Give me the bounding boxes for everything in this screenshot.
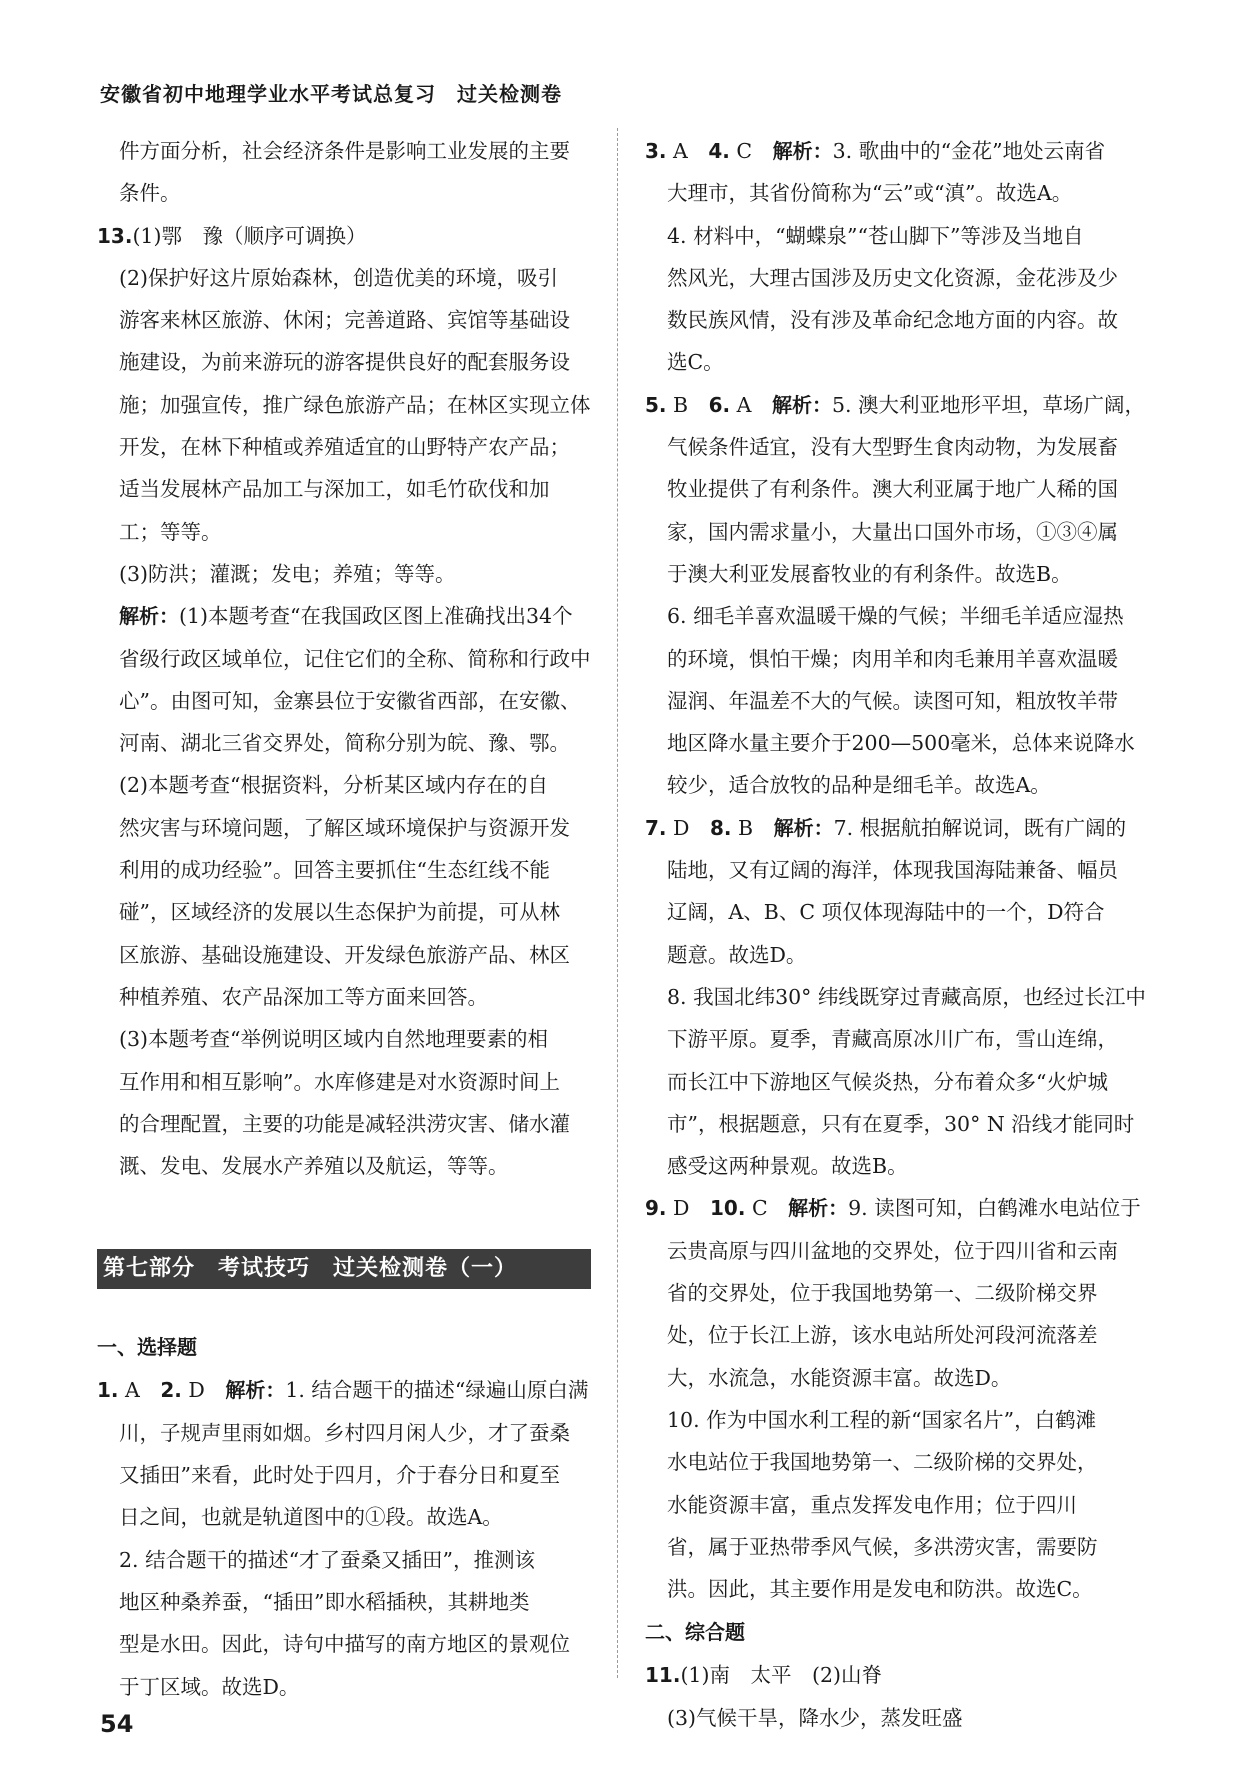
answer-value: D — [673, 815, 690, 840]
text-line: 溉、发电、发展水产养殖以及航运，等等。 — [119, 1154, 509, 1179]
text-line: 河南、湖北三省交界处，简称分别为皖、豫、鄂。 — [119, 731, 570, 756]
text-line: 水电站位于我国地势第一、二级阶梯的交界处， — [667, 1450, 1098, 1475]
answer-13 — [97, 215, 594, 257]
text-line: 气候条件适宜，没有大型野生食肉动物，为发展畜 — [667, 435, 1118, 460]
text-line: 又插田”来看，此时处于四月，介于春分日和夏至 — [119, 1463, 560, 1488]
text-line: (1)本题考查“在我国政区图上准确找出34个 — [179, 604, 573, 629]
text-line: 湿润、年温差不大的气候。读图可知，粗放牧羊带 — [667, 688, 1118, 713]
text-line: (1)南 太平 (2)山脊 — [680, 1663, 883, 1688]
text-line: (2)本题考查“根据资料，分析某区域内存在的自 — [119, 773, 549, 798]
analysis-label: 解析： — [771, 392, 832, 417]
question-number: 6. — [708, 392, 731, 417]
text-line: 互作用和相互影响”。水库修建是对水资源时间上 — [119, 1069, 560, 1094]
analysis-label: 解析： — [788, 1196, 849, 1221]
text-line: 于丁区域。故选D。 — [119, 1674, 300, 1699]
text-line: 适当发展林产品加工与深加工，如毛竹砍伐和加 — [119, 477, 550, 502]
text-line: 然灾害与环境问题，了解区域环境保护与资源开发 — [119, 815, 570, 840]
question-number: 4. — [708, 139, 730, 163]
text-line: 件方面分析，社会经济条件是影响工业发展的主要 — [119, 139, 570, 163]
text-line: 7. 根据航拍解说词，既有广阔的 — [833, 815, 1127, 840]
page-number: 54 — [100, 1710, 134, 1738]
text-line: 开发，在林下种植或养殖适宜的山野特产农产品； — [119, 435, 570, 460]
text-line: 游客来林区旅游、休闲；完善道路、宾馆等基础设 — [119, 308, 570, 333]
text-line: 数民族风情，没有涉及革命纪念地方面的内容。故 — [667, 308, 1118, 333]
text-line: (3)本题考查“举例说明区域内自然地理要素的相 — [119, 1027, 549, 1052]
answer-3-4 — [645, 130, 1150, 172]
text-line: 水能资源丰富，重点发挥发电作用；位于四川 — [667, 1492, 1077, 1517]
text-line: 选C。 — [667, 350, 724, 375]
text-line: 6. 细毛羊喜欢温暖干燥的气候；半细毛羊适应湿热 — [667, 604, 1124, 629]
text-line: 施建设，为前来游玩的游客提供良好的配套服务设 — [119, 350, 570, 375]
answer-9-10 — [645, 1187, 1150, 1229]
text-line: 10. 作为中国水利工程的新“国家名片”，白鹤滩 — [667, 1407, 1097, 1432]
text-line: (2)保护好这片原始森林，创造优美的环境，吸引 — [119, 265, 559, 290]
analysis-label: 解析： — [225, 1378, 286, 1403]
text-line: 而长江中下游地区气候炎热，分布着众多“火炉城 — [667, 1069, 1108, 1094]
text-line: 区旅游、基础设施建设、开发绿色旅游产品、林区 — [119, 942, 570, 967]
text-line: (3)气候干旱，降水少，蒸发旺盛 — [667, 1705, 963, 1730]
answer-7-8 — [645, 807, 1150, 849]
text-line: 的环境，惧怕干燥；肉用羊和肉毛兼用羊喜欢温暖 — [667, 646, 1118, 671]
question-number: 3. — [645, 139, 667, 163]
analysis-label: 解析： — [773, 815, 834, 840]
answer-value: D — [673, 1196, 690, 1221]
text-line: 大，水流急，水能资源丰富。故选D。 — [667, 1365, 1012, 1390]
text-line: 云贵高原与四川盆地的交界处，位于四川省和云南 — [667, 1238, 1118, 1263]
answer-value: C — [751, 1196, 768, 1221]
text-line: 洪。因此，其主要作用是发电和防洪。故选C。 — [667, 1577, 1093, 1602]
text-line: 省，属于亚热带季风气候，多洪涝灾害，需要防 — [667, 1534, 1098, 1559]
answer-value: A — [736, 392, 752, 417]
right-column — [645, 130, 1150, 1739]
text-line: 市”，根据题意，只有在夏季，30° N 沿线才能同时 — [667, 1111, 1135, 1136]
text-line: 利用的成功经验”。回答主要抓住“生态红线不能 — [119, 858, 550, 883]
analysis-label: 解析： — [772, 139, 833, 163]
text-line: 感受这两种景观。故选B。 — [667, 1154, 908, 1179]
text-line: 大理市，其省份简称为“云”或“滇”。故选A。 — [667, 181, 1073, 206]
subsection-heading: 一、选择题 — [97, 1335, 197, 1360]
text-line: 辽阔，A、B、C 项仅体现海陆中的一个，D符合 — [667, 900, 1105, 925]
text-line: 陆地，又有辽阔的海洋，体现我国海陆兼备、幅员 — [667, 858, 1118, 883]
answer-value: B — [738, 815, 754, 840]
text-line: 3. 歌曲中的“金花”地处云南省 — [832, 139, 1106, 163]
text-line: 条件。 — [119, 181, 181, 206]
text-line: 家，国内需求量小，大量出口国外市场，①③④属 — [667, 519, 1118, 544]
text-line: 下游平原。夏季，青藏高原冰川广布，雪山连绵， — [667, 1027, 1118, 1052]
text-line: 工；等等。 — [119, 519, 222, 544]
question-number: 9. — [645, 1196, 667, 1221]
text-line: 5. 澳大利亚地形平坦，草场广阔， — [831, 392, 1146, 417]
text-line: 9. 读图可知，白鹤滩水电站位于 — [848, 1196, 1141, 1221]
text-line: 2. 结合题干的描述“才了蚕桑又插田”，推测该 — [119, 1547, 536, 1572]
question-number: 7. — [645, 815, 667, 840]
text-line: 施；加强宣传，推广绿色旅游产品；在林区实现立体 — [119, 392, 591, 417]
question-number: 13. — [97, 223, 133, 248]
subsection-heading: 二、综合题 — [645, 1620, 745, 1645]
answer-value: B — [673, 392, 689, 417]
spacer — [97, 1187, 594, 1227]
question-number: 8. — [709, 815, 732, 840]
text-line: 碰”，区域经济的发展以生态保护为前提，可从林 — [119, 900, 560, 925]
text-line: 处，位于长江上游，该水电站所处河段河流落差 — [667, 1323, 1098, 1348]
text-line: 于澳大利亚发展畜牧业的有利条件。故选B。 — [667, 561, 1072, 586]
answer-1-2 — [97, 1369, 594, 1411]
question-number: 11. — [645, 1663, 681, 1688]
section-banner: 第七部分 考试技巧 过关检测卷（一） — [97, 1249, 591, 1289]
text-line: 然风光，大理古国涉及历史文化资源，金花涉及少 — [667, 265, 1118, 290]
text-line: 省的交界处，位于我国地势第一、二级阶梯交界 — [667, 1281, 1098, 1306]
analysis-line — [97, 595, 594, 637]
question-number: 1. — [97, 1378, 119, 1403]
text-line: 4. 材料中，“蝴蝶泉”“苍山脚下”等涉及当地自 — [667, 223, 1084, 248]
answer-11 — [645, 1654, 1150, 1696]
left-column — [97, 130, 594, 1708]
text-line: 的合理配置，主要的功能是减轻洪涝灾害、储水灌 — [119, 1111, 570, 1136]
text-line: 种植养殖、农产品深加工等方面来回答。 — [119, 984, 488, 1009]
text-line: 题意。故选D。 — [667, 942, 807, 967]
analysis-label: 解析： — [119, 604, 179, 629]
text-line: 1. 结合题干的描述“绿遍山原白满 — [285, 1378, 589, 1403]
page-header: 安徽省初中地理学业水平考试总复习 过关检测卷 — [100, 82, 562, 106]
text-line: 省级行政区域单位，记住它们的全称、简称和行政中 — [119, 646, 591, 671]
column-divider — [617, 128, 618, 1678]
text-line: (1)鄂 豫（顺序可调换） — [132, 223, 367, 248]
answer-value: D — [188, 1378, 205, 1403]
text-line: (3)防洪；灌溉；发电；养殖；等等。 — [119, 561, 456, 586]
text-line: 地区降水量主要介于200—500毫米，总体来说降水 — [667, 731, 1135, 756]
text-line: 牧业提供了有利条件。澳大利亚属于地广人稀的国 — [667, 477, 1118, 502]
text-line: 日之间，也就是轨道图中的①段。故选A。 — [119, 1505, 503, 1530]
text-line: 心”。由图可知，金寨县位于安徽省西部，在安徽、 — [119, 688, 581, 713]
answer-5-6 — [645, 384, 1150, 426]
text-line: 川，子规声里雨如烟。乡村四月闲人少，才了蚕桑 — [119, 1420, 570, 1445]
answer-value: C — [736, 139, 753, 163]
answer-value: A — [125, 1378, 140, 1403]
question-number: 10. — [709, 1196, 746, 1221]
text-line: 8. 我国北纬30° 纬线既穿过青藏高原，也经过长江中 — [667, 984, 1146, 1009]
answer-value: A — [673, 139, 688, 163]
question-number: 2. — [160, 1378, 182, 1403]
text-line: 较少，适合放牧的品种是细毛羊。故选A。 — [667, 773, 1051, 798]
question-number: 5. — [645, 392, 667, 417]
text-line: 型是水田。因此，诗句中描写的南方地区的景观位 — [119, 1632, 570, 1657]
text-line: 地区种桑养蚕，“插田”即水稻插秧，其耕地类 — [119, 1589, 530, 1614]
